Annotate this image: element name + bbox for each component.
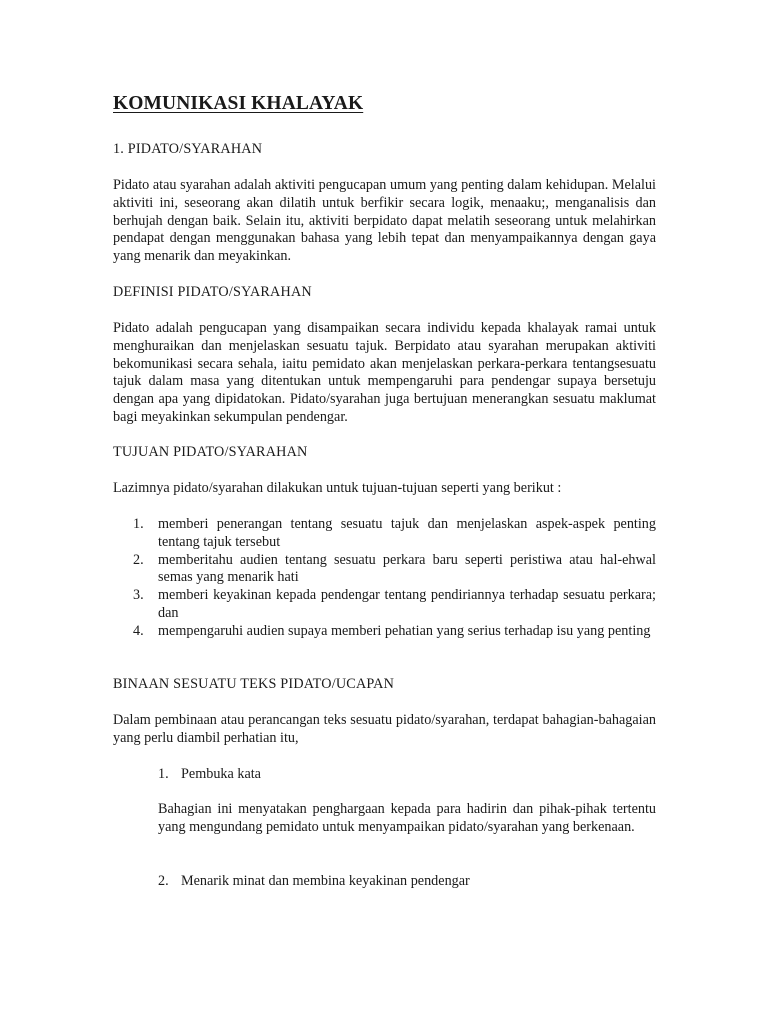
- sub-item-number: 1.: [158, 766, 169, 782]
- document-title: KOMUNIKASI KHALAYAK: [113, 93, 364, 114]
- list-item-number: 2.: [133, 551, 144, 568]
- list-item-text: memberi penerangan tentang sesuatu tajuk dan menjelaskan aspek-aspek penting tentang tajuk tersebut: [158, 516, 656, 550]
- list-item-text: memberitahu audien tentang sesuatu perkara baru seperti peristiwa atau hal-ehwal semas yang menarik hati: [158, 551, 656, 586]
- list-item-number: 3.: [133, 587, 144, 604]
- section-body-pidato: Pidato atau syarahan adalah aktiviti pengucapan umum yang penting dalam kehidupan. Melalui aktiviti ini, seseorang akan dilatih untuk berfikir secara logik, menaaku;, menganalisis dan berhujah dengan baik. Selain itu, aktiviti berpidato dapat melatih seseorang untuk melahirkan pendapat dengan menggunakan bahasa yang lebih tepat dan menyampaikannya dengan gaya yang menarik dan meyakinkan.: [113, 177, 656, 265]
- section-intro-binaan: Dalam pembinaan atau perancangan teks sesuatu pidato/syarahan, terdapat bahagian-bahagaian yang perlu diambil perhatian itu,: [113, 712, 656, 746]
- section-heading-binaan: BINAAN SESUATU TEKS PIDATO/UCAPAN: [113, 676, 395, 692]
- list-item: [113, 587, 656, 623]
- sub-item-pembuka-kata: [158, 766, 261, 783]
- section-heading-definisi: DEFINISI PIDATO/SYARAHAN: [113, 284, 312, 300]
- list-item-number: 4.: [133, 622, 144, 639]
- section-body-definisi: Pidato adalah pengucapan yang disampaikan secara individu kepada khalayak ramai untuk menghuraikan dan menjelaskan sesuatu tajuk. Berpidato atau syarahan merupakan aktiviti bekomunikasi secara sehala, iaitu pemidato akan menjelaskan perkara-perkara tentangsesuatu tajuk dalam masa yang ditentukan untuk mempengaruhi para pendengar supaya bersetuju dengan apa yang dipidatokan. Pidato/syarahan juga bertujuan menerangkan sesuatu maklumat bagi meyakinkan sekumpulan pendengar.: [113, 320, 656, 425]
- sub-item-body-pembuka-kata: Bahagian ini menyatakan penghargaan kepada para hadirin dan pihak-pihak tertentu yang mengundang pemidato untuk menyampaikan pidato/syarahan yang berkenaan.: [158, 801, 656, 835]
- tujuan-list: [113, 516, 656, 641]
- list-item-text: mempengaruhi audien supaya memberi pehatian yang serius terhadap isu yang penting: [158, 622, 651, 639]
- list-item: [113, 516, 656, 552]
- sub-item-number: 2.: [158, 873, 169, 889]
- sub-item-title: Pembuka kata: [181, 766, 261, 782]
- list-item-number: 1.: [133, 516, 144, 532]
- section-heading-tujuan: TUJUAN PIDATO/SYARAHAN: [113, 444, 308, 460]
- section-intro-tujuan: Lazimnya pidato/syarahan dilakukan untuk tujuan-tujuan seperti yang berikut :: [113, 480, 562, 496]
- section-heading-pidato: 1. PIDATO/SYARAHAN: [113, 141, 263, 157]
- list-item-text: memberi keyakinan kepada pendengar tentang pendiriannya terhadap sesuatu perkara; dan: [158, 587, 656, 621]
- list-item: [113, 552, 656, 588]
- sub-item-menarik-minat: [158, 873, 470, 890]
- sub-item-title: Menarik minat dan membina keyakinan pendengar: [181, 873, 470, 889]
- list-item: [113, 623, 656, 641]
